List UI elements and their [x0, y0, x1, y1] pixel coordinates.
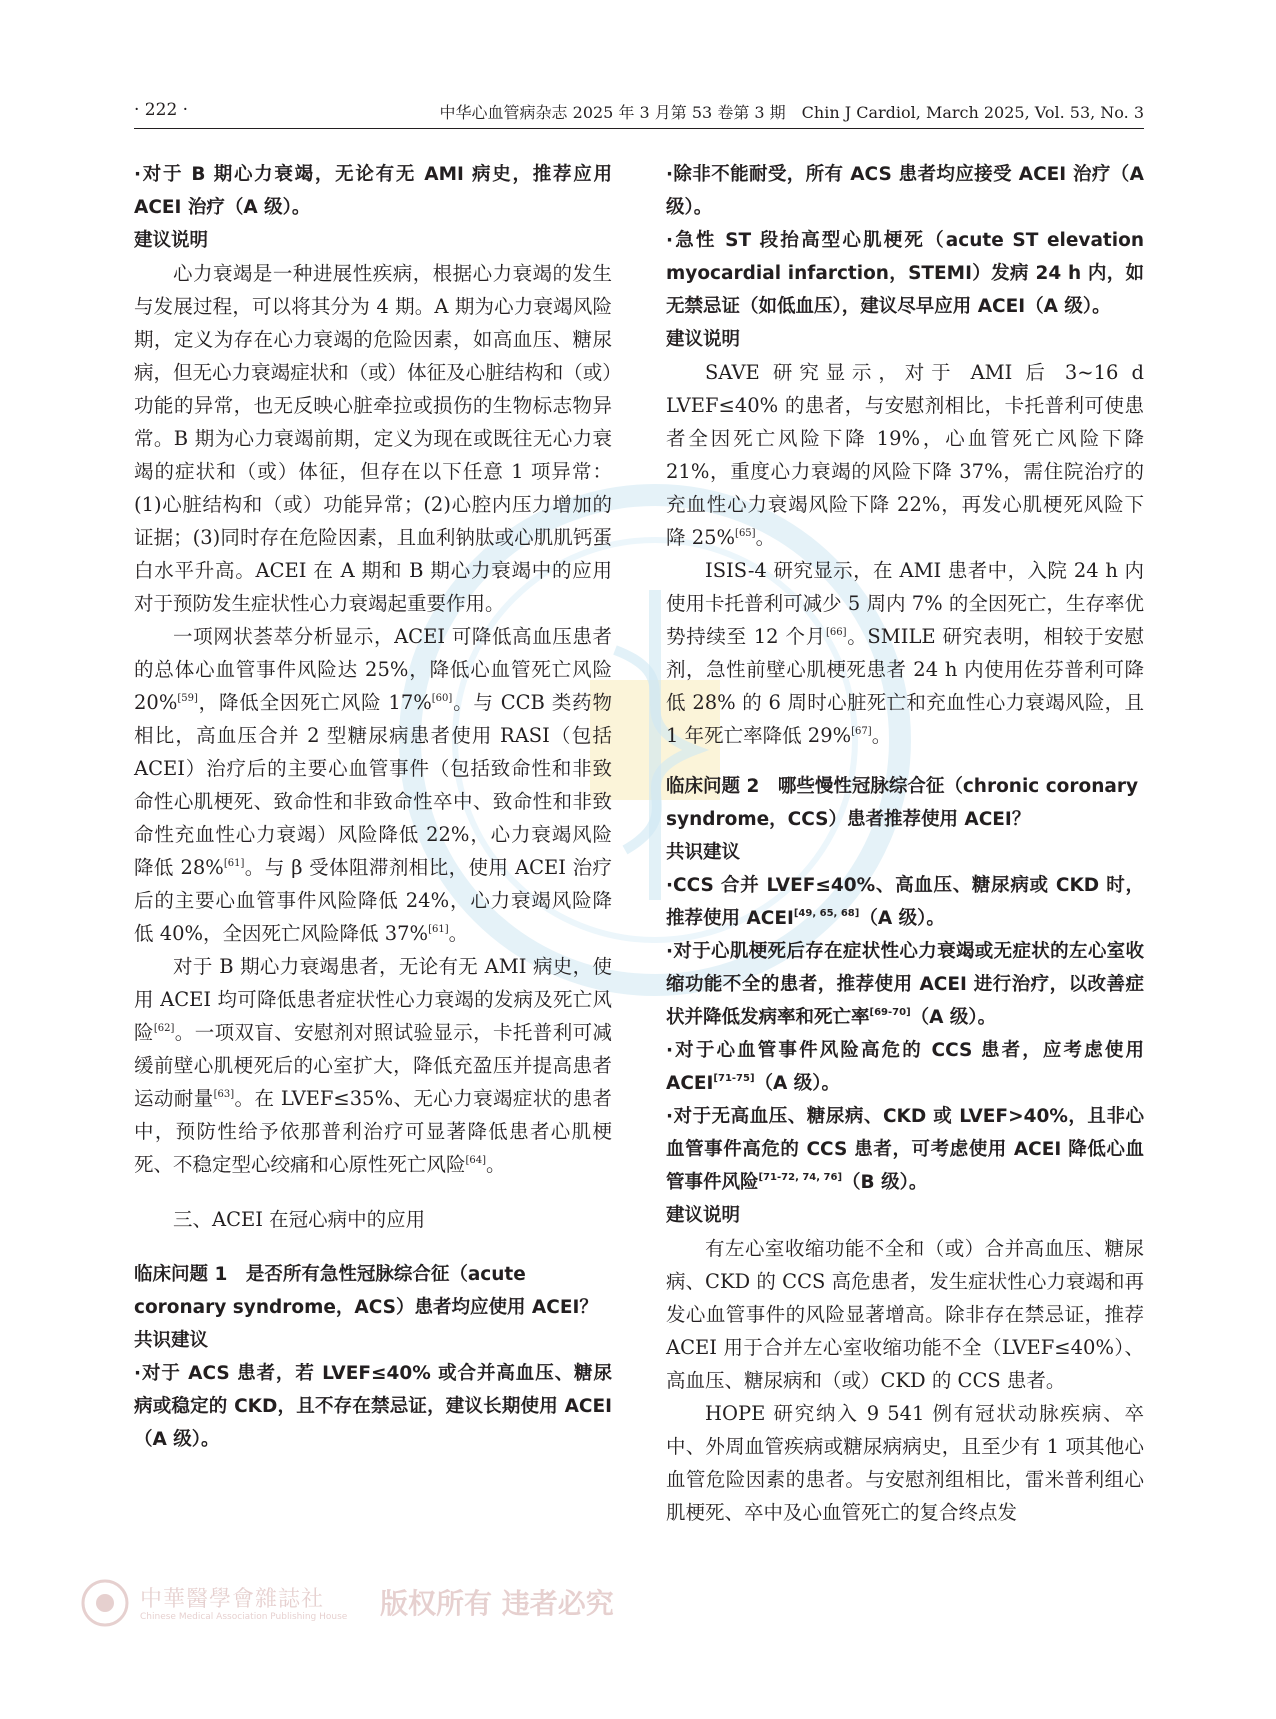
page-number: · 222 ·: [134, 100, 189, 120]
paragraph-hope-study: HOPE 研究纳入 9 541 例有冠状动脉疾病、卒中、外周血管疾病或糖尿病病史，且至少有 1 项其他心血管危险因素的患者。与安慰剂组相比，雷米普利组心肌梗死、卒中及心血管死亡的复合终点发: [666, 1402, 1144, 1524]
citation: [66]: [825, 627, 847, 638]
paragraph-save-study: SAVE 研究显示，对于 AMI 后 3~16 d LVEF≤40% 的患者，与安慰剂相比，卡托普利可使患者全因死亡风险下降 19%，心血管死亡风险下降 21%，重度心力衰竭的风险下降 37%，需住院治疗的充血性心力衰竭风险下降 22%，再发心肌梗死风险下降 25%[65]。: [666, 361, 1144, 549]
clinical-question-2: 临床问题 2 哪些慢性冠脉综合征（chronic coronary syndrome，CCS）患者推荐使用 ACEI？: [666, 776, 1157, 830]
running-header: [134, 100, 1144, 128]
citation: [69-70]: [869, 1007, 911, 1018]
consensus-heading: 共识建议: [666, 842, 741, 863]
citation: [49, 65, 68]: [793, 908, 860, 919]
citation: [59]: [177, 693, 198, 704]
citation: [63]: [213, 1089, 235, 1100]
citation: [61]: [428, 924, 449, 935]
recommendation-b-stage: ·对于 B 期心力衰竭，无论有无 AMI 病史，推荐应用 ACEI 治疗（A 级）。: [134, 164, 612, 218]
recommendation-high-risk: ·对于心血管事件风险高危的 CCS 患者，应考虑使用 ACEI[71-75]（A 级）。: [666, 1040, 1144, 1094]
citation: [71-75]: [713, 1073, 755, 1084]
header-rule: [134, 128, 1144, 129]
citation: [65]: [735, 528, 756, 539]
citation: [67]: [851, 726, 872, 737]
clinical-question-1: 临床问题 1 是否所有急性冠脉综合征（acute coronary syndrome，ACS）患者均应使用 ACEI？: [134, 1264, 598, 1318]
paragraph-meta-analysis: 一项网状荟萃分析显示，ACEI 可降低高血压患者的总体心血管事件风险达 25%，降低心血管死亡风险 20%[59]，降低全因死亡风险 17%[60]。与 CCB 类药物相比，高血压合并 2 型糖尿病患者使用 RASI（包括 ACEI）治疗后的主要心血管事件（包括致命性和非致命性心肌梗死、致命性和非致命性卒中、致命性和非致命性充血性心力衰竭）风险降低 22%，心力衰竭风险降低 28%[61]。与 β 受体阻滞剂相比，使用 ACEI 治疗后的主要心血管事件风险降低 24%，心力衰竭风险降低 40%，全因死亡风险降低 37%[61]。: [134, 625, 613, 945]
publisher-name-en: Chinese Medical Association Publishing House: [140, 1612, 348, 1622]
publisher-footer: [80, 1578, 614, 1638]
paragraph-b-stage-evidence: 对于 B 期心力衰竭患者，无论有无 AMI 病史，使用 ACEI 均可降低患者症状性心力衰竭的发病及死亡风险[62]。一项双盲、安慰剂对照试验显示，卡托普利可减缓前壁心肌梗死后的心室扩大，降低充盈压并提高患者运动耐量[63]。在 LVEF≤35%、无心力衰竭症状的患者中，预防性给予依那普利治疗可显著降低患者心肌梗死、不稳定型心绞痛和心原性死亡风险[64]。: [134, 955, 612, 1176]
recommendation-acs-all: ·除非不能耐受，所有 ACS 患者均应接受 ACEI 治疗（A 级）。: [666, 164, 1144, 218]
paragraph-isis-smile: ISIS-4 研究显示，在 AMI 患者中，入院 24 h 内使用卡托普利可减少 5 周内 7% 的全因死亡，生存率优势持续至 12 个月[66]。SMILE 研究表明，相较于安慰剂，急性前壁心肌梗死患者 24 h 内使用佐芬普利可降低 28% 的 6 周时心脏死亡和充血性心力衰竭风险，且 1 年死亡率降低 29%[67]。: [666, 559, 1144, 747]
citation: [60]: [431, 693, 453, 704]
citation: [62]: [153, 1023, 175, 1034]
note-heading: 建议说明: [134, 230, 209, 251]
paragraph-ccs-high-risk: 有左心室收缩功能不全和（或）合并高血压、糖尿病、CKD 的 CCS 高危患者，发生症状性心力衰竭和再发心血管事件的风险显著增高。除非存在禁忌证，推荐 ACEI 用于合并左心室收缩功能不全（LVEF≤40%）、高血压、糖尿病和（或）CKD 的 CCS 患者。: [666, 1237, 1144, 1392]
recommendation-stemi: ·急性 ST 段抬高型心肌梗死（acute ST elevation myocardial infarction，STEMI）发病 24 h 内，如无禁忌证（如低血压），建议尽早应用 ACEI（A 级）。: [666, 230, 1144, 317]
citation: [71-72, 74, 76]: [758, 1172, 843, 1183]
publisher-emblem-icon: [80, 1578, 130, 1628]
recommendation-low-risk: ·对于无高血压、糖尿病、CKD 或 LVEF>40%，且非心血管事件高危的 CCS 患者，可考虑使用 ACEI 降低心血管事件风险[71-72, 74, 76]（B 级）。: [666, 1106, 1144, 1193]
journal-citation: 中华心血管病杂志 2025 年 3 月第 53 卷第 3 期 Chin J Cardiol, March 2025, Vol. 53, No. 3: [439, 103, 1144, 122]
recommendation-acs-longterm: ·对于 ACS 患者，若 LVEF≤40% 或合并高血压、糖尿病或稳定的 CKD，且不存在禁忌证，建议长期使用 ACEI（A 级）。: [134, 1363, 612, 1450]
paragraph-hf-stages: 心力衰竭是一种进展性疾病，根据心力衰竭的发生与发展过程，可以将其分为 4 期。A 期为心力衰竭风险期，定义为存在心力衰竭的危险因素，如高血压、糖尿病，但无心力衰竭症状和（或）体征及心脏结构和（或）功能的异常，也无反映心脏牵拉或损伤的生物标志物异常。B 期为心力衰竭前期，定义为现在或既往无心力衰竭的症状和（或）体征，但存在以下任意 1 项异常：(1)心脏结构和（或）功能异常；(2)心腔内压力增加的证据；(3)同时存在危险因素，且血利钠肽或心肌肌钙蛋白水平升高。ACEI 在 A 期和 B 期心力衰竭中的应用对于预防发生症状性心力衰竭起重要作用。: [134, 262, 612, 615]
note-heading: 建议说明: [666, 329, 741, 350]
left-column: [134, 158, 612, 1456]
recommendation-ccs-lvef: ·CCS 合并 LVEF≤40%、高血压、糖尿病或 CKD 时，推荐使用 ACEI[49, 65, 68]（A 级）。: [666, 875, 1144, 929]
rights-notice: 版权所有 违者必究: [380, 1587, 614, 1620]
note-heading: 建议说明: [666, 1205, 741, 1226]
citation: [61]: [223, 858, 245, 869]
publisher-name: 中華醫學會雜誌社: [140, 1587, 325, 1612]
recommendation-post-mi: ·对于心肌梗死后存在症状性心力衰竭或无症状的左心室收缩功能不全的患者，推荐使用 ACEI 进行治疗，以改善症状并降低发病率和死亡率[69-70]（A 级）。: [666, 941, 1144, 1028]
citation: [64]: [465, 1155, 487, 1166]
consensus-heading: 共识建议: [134, 1330, 209, 1351]
section-heading: 三、ACEI 在冠心病中的应用: [173, 1208, 426, 1231]
right-column: [666, 158, 1157, 1529]
